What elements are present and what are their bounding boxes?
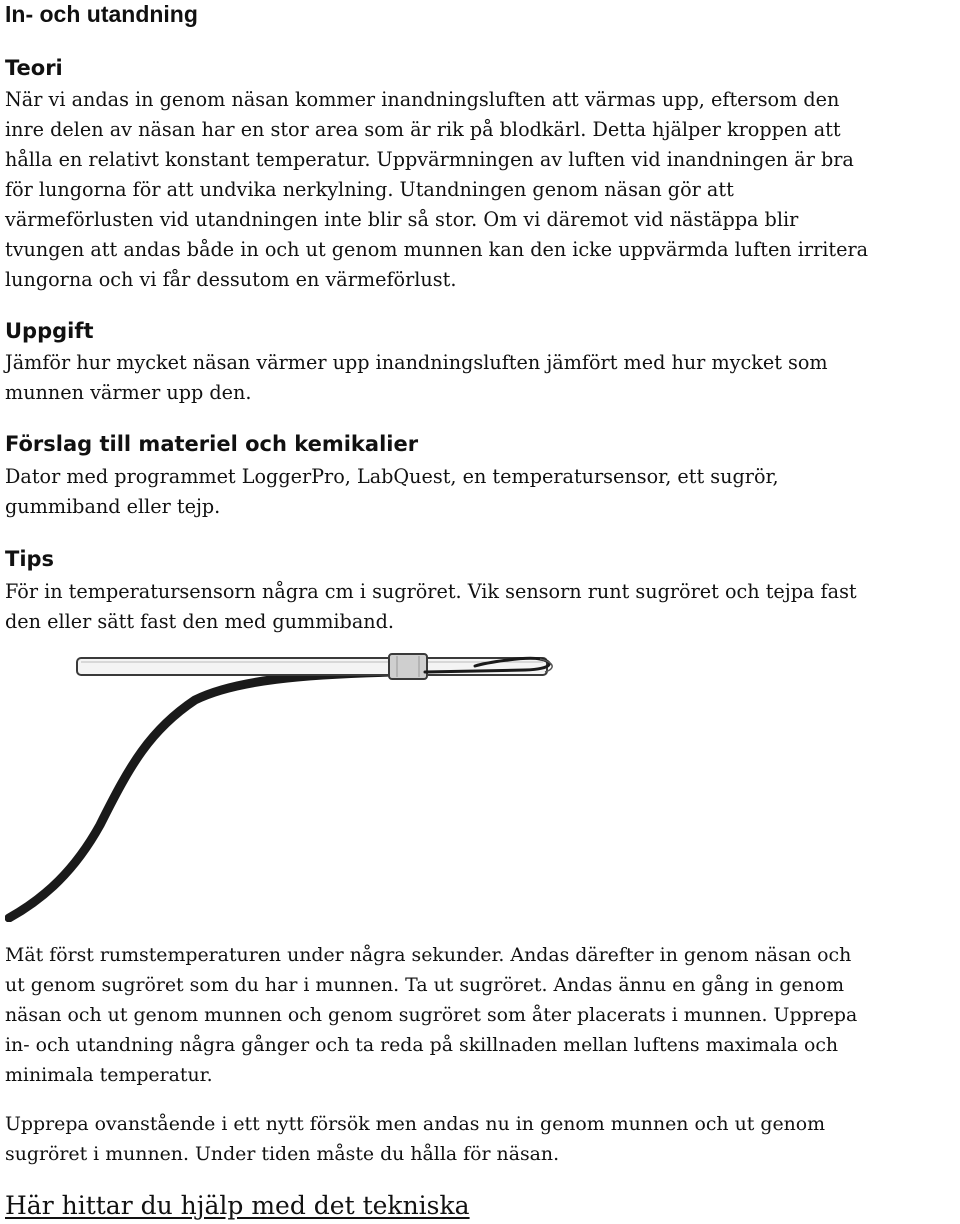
procedure-paragraph [5,940,957,1090]
text-line: ut genom sugröret som du har i munnen. Ta ut sugröret. Andas ännu en gång in genom [5,974,845,996]
text-line: värmeförlusten vid utandningen inte blir så stor. Om vi däremot vid nästäppa blir [5,208,799,231]
tips-paragraph [5,577,957,637]
text-line: tvungen att andas både in och ut genom munnen kan den icke uppvärmda luften irritera [5,238,869,261]
text-line: Mät först rumstemperaturen under några sekunder. Andas därefter in genom näsan och [5,944,852,966]
text-line: den eller sätt fast den med gummiband. [5,610,395,633]
task-paragraph [5,348,957,408]
text-line: näsan och ut genom munnen och genom sugröret som åter placerats i munnen. Upprepa [5,1004,858,1026]
text-line: in- och utandning några gånger och ta reda på skillnaden mellan luftens maximala och [5,1034,839,1056]
text-line: gummiband eller tejp. [5,495,221,518]
text-line: Jämför hur mycket näsan värmer upp inandningsluften jämfört med hur mycket som [5,351,828,374]
text-line: För in temperatursensorn några cm i sugröret. Vik sensorn runt sugröret och tejpa fast [5,580,857,603]
text-line: hålla en relativt konstant temperatur. Uppvärmningen av luften vid inandningen är bra [5,148,854,171]
heading-task: Uppgift [5,319,94,343]
text-line: minimala temperatur. [5,1064,213,1086]
text-line: inre delen av näsan har en stor area som är rik på blodkärl. Detta hjälper kroppen att [5,118,841,141]
document-title: In- och utandning [5,1,198,27]
text-line: Dator med programmet LoggerPro, LabQuest, en temperatursensor, ett sugrör, [5,465,779,488]
materials-paragraph [5,462,957,522]
text-line: När vi andas in genom näsan kommer inandningsluften att värmas upp, eftersom den [5,88,840,111]
theory-paragraph [5,85,957,295]
text-line: för lungorna för att undvika nerkylning. Utandningen genom näsan gör att [5,178,734,201]
heading-theory: Teori [5,56,63,80]
heading-materials: Förslag till materiel och kemikalier [5,432,419,456]
text-line: lungorna och vi får dessutom en värmeförlust. [5,268,457,291]
sensor-cable [9,672,395,918]
technical-help-link[interactable]: Här hittar du hjälp med det tekniska [5,1191,470,1220]
heading-tips: Tips [5,547,55,571]
repeat-paragraph [5,1109,957,1169]
text-line: munnen värmer upp den. [5,381,252,404]
straw-sensor-illustration [5,650,605,922]
text-line: Upprepa ovanstående i ett nytt försök men andas nu in genom munnen och ut genom [5,1113,826,1135]
tape-band [389,654,427,679]
text-line: sugröret i munnen. Under tiden måste du hålla för näsan. [5,1143,560,1165]
